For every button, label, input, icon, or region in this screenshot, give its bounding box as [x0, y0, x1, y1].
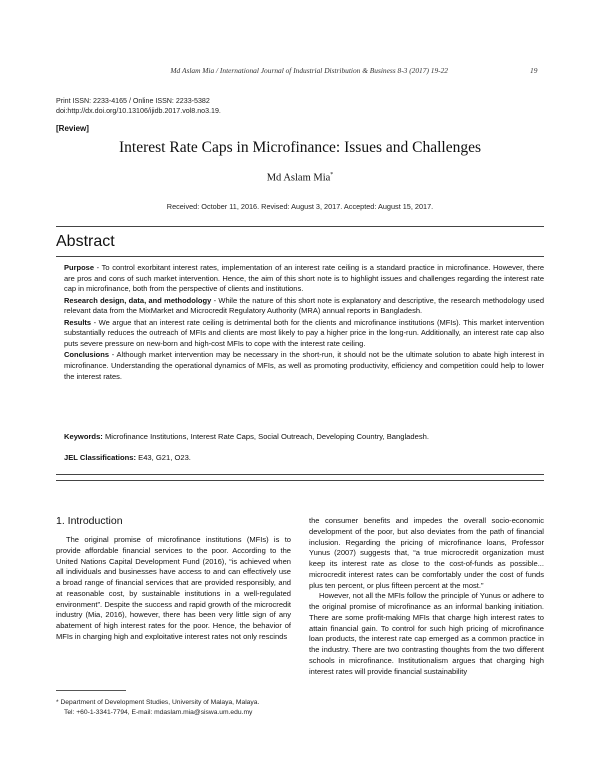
- doi-line[interactable]: doi:http://dx.doi.org/10.13106/ijidb.2017.vol8.no3.19.: [56, 106, 221, 115]
- body-paragraph: The original promise of microfinance institutions (MFIs) is to provide affordable financial services to the poor. According to the United Nations Capital Development Fund (2016), “is achieved when all individuals and businesses have access to and can effectively use a broad range of financial services that are provided responsibly, and at reasonable cost, by sustainable institutions in a well-regulated environment”. Despite the success and rapid growth of the microcredit industry (Mia, 2016), however, there has been very little sign of any abatement of high interest rates for the poor. Hence, the behavior of MFIs in charging high and exploitative interest rates not only rescinds: [56, 535, 291, 641]
- keywords: [64, 432, 544, 441]
- footnote-divider: [56, 690, 126, 691]
- section-heading-introduction: 1. Introduction: [56, 515, 123, 527]
- abstract-label: Conclusions: [64, 350, 110, 360]
- article-title: Interest Rate Caps in Microfinance: Issues and Challenges: [119, 139, 481, 156]
- abstract-results: [64, 318, 544, 350]
- abstract-text: - While the nature of this short note is explanatory and descriptive, the research methodology used relevant data from the MixMarket and Microcredit Regulatory Authority (MRA) annual reports in Bangladesh.: [64, 295, 545, 316]
- abstract-text: - Although market intervention may be necessary in the short-run, it should not be the ultimate solution to abate high interest in microfinance. Understanding the operational dynamics of MFIs, as well as promoting productivity, efficiency and competition could help to lower the interest rates.: [64, 350, 544, 381]
- jel-text: E43, G21, O23.: [136, 453, 191, 462]
- footnote-affiliation: * Department of Development Studies, University of Malaya, Malaya.: [56, 699, 260, 706]
- abstract-conclusions: [64, 350, 544, 382]
- abstract-text: - We argue that an interest rate ceiling is detrimental both for the clients and microfinance institutions (MFIs). This market intervention substantially reduces the outreach of MFIs and clients are most likely to pay a higher price in the long-run. Additionally, an interest rate cap also puts severe pressure on new-born and high-cost MFIs to cope with the interest rate ceiling.: [64, 317, 544, 348]
- author-footnote-mark: *: [330, 172, 334, 178]
- keywords-label: Keywords:: [64, 432, 103, 441]
- body-paragraph: However, not all the MFIs follow the principle of Yunus or adhere to the original promise of microfinance as an informal banking initiation. There are some profit-making MFIs that charge high interest rates to attain financial gain. To control for such high pricing of microfinance loan products, the interest rate cap emerged as a common practice in the industry. There are two contrasting thoughts from the two different schools in microfinance. Institutionalism argues that charging high interest rates will provide financial sustainability: [309, 591, 544, 676]
- abstract-top-rule: [56, 226, 544, 227]
- keywords-text: Microfinance Institutions, Interest Rate Caps, Social Outreach, Developing Country, Bangladesh.: [102, 432, 429, 441]
- running-head: Md Aslam Mia / International Journal of Industrial Distribution & Business 8-3 (2017) 19-22: [170, 66, 448, 75]
- article-type-tag: [Review]: [56, 124, 89, 133]
- abstract-heading: Abstract: [56, 233, 115, 250]
- abstract-label: Results: [64, 317, 92, 327]
- abstract-body: [64, 263, 544, 383]
- right-column: [309, 516, 544, 677]
- abstract-bottom-rule: [56, 474, 544, 475]
- body-paragraph: the consumer benefits and impedes the overall socio-economic development of the poor, but also deviates from the path of financial inclusion. Regarding the pricing of microfinance loans, Professor Yunus (2007) suggests that, “a true microcredit organization must keep its interest rate as close to the cost-of-funds as possible... microcredit interest rates can be comfortably under the cost of funds plus ten percent, or plus fifteen percent at the most.”: [309, 516, 544, 590]
- left-column: [56, 535, 291, 643]
- author-footnote: [56, 698, 296, 718]
- abstract-label: Purpose: [64, 263, 95, 272]
- issn-block: [56, 97, 221, 116]
- received-dates: Received: October 11, 2016. Revised: August 3, 2017. Accepted: August 15, 2017.: [166, 202, 434, 211]
- abstract-purpose: [64, 263, 544, 295]
- jel-label: JEL Classifications:: [64, 453, 137, 462]
- author-name: Md Aslam Mia: [266, 172, 331, 184]
- author-line: [0, 172, 600, 184]
- page-number: 19: [530, 66, 538, 75]
- abstract-text: - To control exorbitant interest rates, implementation of an interest rate ceiling is a standard practice in microfinance. However, there are pros and cons of such market intervention. Hence, the aim of this short note is to highlight issues and challenges regarding the interest rate cap in microfinance, both from the perspective of clients and institutions.: [64, 263, 544, 294]
- footnote-contact: Tel: +60-1-3341-7794, E-mail: mdaslam.mia@siswa.um.edu.my: [64, 709, 253, 716]
- abstract-label: Research design, data, and methodology: [64, 295, 212, 305]
- abstract-methodology: [64, 296, 544, 317]
- issn-line: Print ISSN: 2233-4165 / Online ISSN: 2233-5382: [56, 97, 210, 105]
- abstract-heading-rule: [56, 256, 544, 257]
- jel-classifications: [64, 453, 544, 462]
- abstract-bottom-rule-inner: [56, 480, 544, 481]
